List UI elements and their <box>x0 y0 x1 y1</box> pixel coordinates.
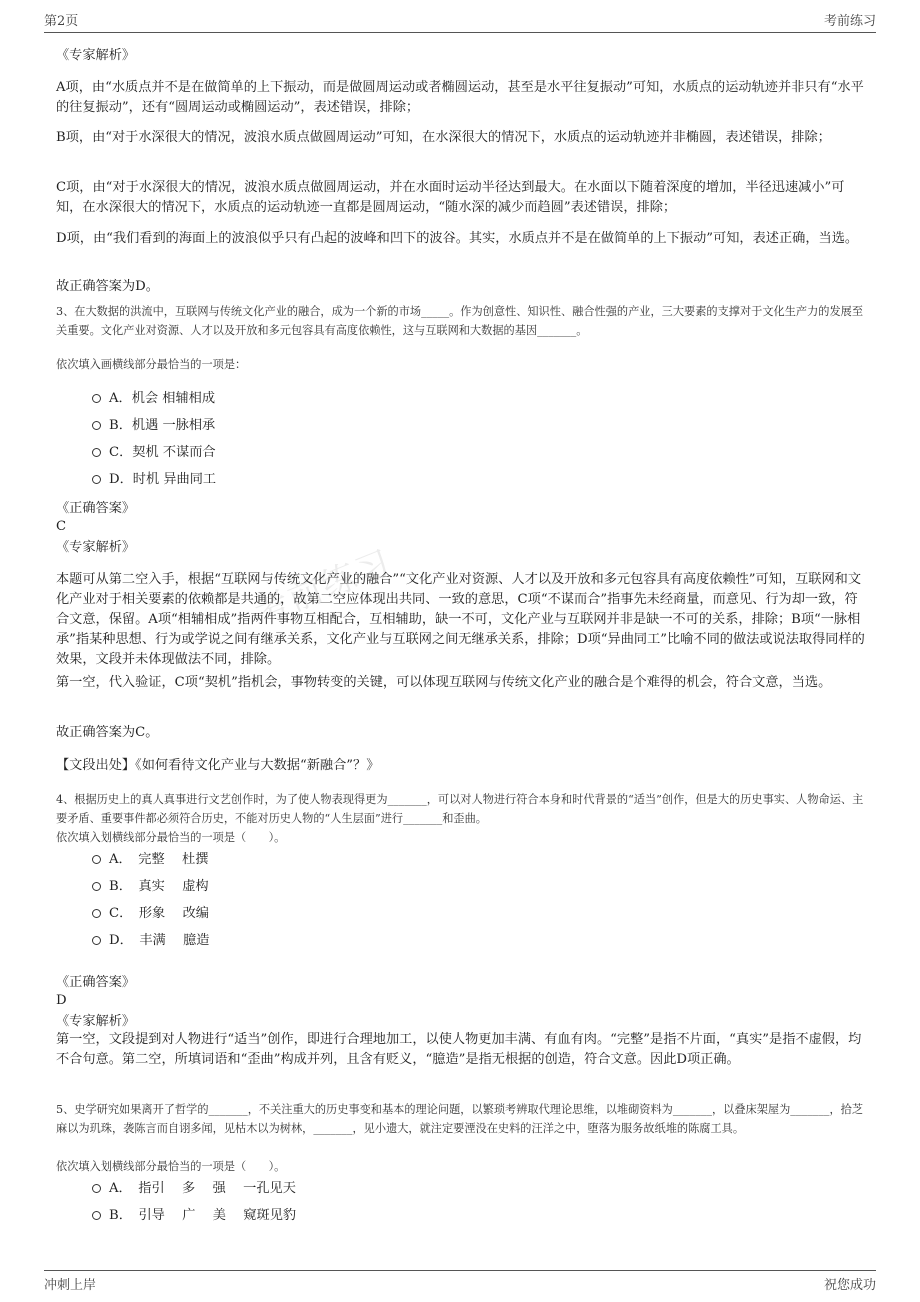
q3-prompt: 依次填入画横线部分最恰当的一项是： <box>56 358 247 371</box>
footer-left: 冲刺上岸 <box>44 1278 97 1293</box>
radio-icon[interactable] <box>92 475 101 484</box>
radio-icon[interactable] <box>92 448 101 457</box>
q2-analysis-d: D项，由“我们看到的海面上的波浪似乎只有凸起的波峰和凹下的波谷。其实，水质点并不是在做简单的上下振动”可知，表述正确，当选。 <box>56 231 859 246</box>
q3-option-c[interactable]: C．契机 不谋而合 <box>92 444 216 462</box>
q3-source: 【文段出处】《如何看待文化产业与大数据“新融合”？》 <box>56 758 380 773</box>
q5-option-a[interactable]: A． 指引 多 强 一孔见天 <box>92 1180 296 1198</box>
q4-stem: 4、根据历史上的真人真事进行文艺创作时，为了使人物表现得更为_______，可以对人物进行符合本身和时代背景的“适当”创作，但是大的历史事实、人物命运、主要矛盾、重要事件都必须符合历史，不能对历史人物的“人生层面”进行_______和歪曲。 <box>56 793 864 825</box>
radio-icon[interactable] <box>92 1211 101 1220</box>
header-divider <box>44 32 876 33</box>
radio-icon[interactable] <box>92 855 101 864</box>
page-number: 第2页 <box>44 14 79 29</box>
q2-analysis-b: B项，由“对于水深很大的情况，波浪水质点做圆周运动”可知，在水深很大的情况下，水质点的运动轨迹并非椭圆，表述错误，排除； <box>56 130 831 145</box>
q4-option-d[interactable]: D． 丰满 臆造 <box>92 932 209 950</box>
q3-option-d[interactable]: D．时机 异曲同工 <box>92 471 216 489</box>
q3-analysis-para2: 第一空，代入验证，C项“契机”指机会，事物转变的关键，可以体现互联网与传统文化产业的融合是个难得的机会，符合文意，当选。 <box>56 675 832 690</box>
q3-answer-label: 《正确答案》 <box>56 501 136 516</box>
radio-icon[interactable] <box>92 1184 101 1193</box>
q3-conclusion: 故正确答案为C。 <box>56 725 159 740</box>
q3-analysis-para1: 本题可从第二空入手，根据“互联网与传统文化产业的融合”“文化产业对资源、人才以及开放和多元包容具有高度依赖性”可知，互联网和文化产业对于相关要素的依赖都是共通的，故第二空应体现出共同、一致的意思，C项“不谋而合”指事先未经商量，而意见、行为却一致，符合文意，保留。A项“相辅相成”指两件事物互相配合，互相辅助，缺一不可，文化产业与互联网并非是缺一不可的关系，排除；B项“一脉相承”指某种思想、行为或学说之间有继承关系，文化产业与互联网之间无继承关系，排除；D项“异曲同工”比喻不同的做法或说法取得同样的效果，文段并未体现做法不同，排除。 <box>56 572 865 667</box>
q3-answer: C <box>56 519 67 534</box>
header-title: 考前练习 <box>823 14 876 29</box>
footer-divider <box>44 1270 876 1271</box>
q4-option-a[interactable]: A． 完整 杜撰 <box>92 851 208 869</box>
radio-icon[interactable] <box>92 421 101 430</box>
q3-stem: 3、在大数据的洪流中，互联网与传统文化产业的融合，成为一个新的市场_____。作为创意性、知识性、融合性强的产业，三大要素的支撑对于文化生产力的发展至关重要。文化产业对资源、人才以及开放和多元包容具有高度依赖性，这与互联网和大数据的基因_______。 <box>56 305 864 337</box>
q4-prompt: 依次填入划横线部分最恰当的一项是（ ）。 <box>56 831 286 844</box>
q2-analysis-a: A项，由“水质点并不是在做简单的上下振动，而是做圆周运动或者椭圆运动，甚至是水平往复振动”可知，水质点的运动轨迹并非只有“水平的往复振动”，还有“圆周运动或椭圆运动”，表述错误，排除； <box>56 80 864 115</box>
q4-option-c[interactable]: C． 形象 改编 <box>92 905 209 923</box>
q2-analysis-c: C项，由“对于水深很大的情况，波浪水质点做圆周运动，并在水面时运动半径达到最大。在水面以下随着深度的增加，半径迅速减小”可知，在水深很大的情况下，水质点的运动轨迹一直都是圆周运动，“随水深的减少而趋圆”表述错误，排除； <box>56 180 845 215</box>
q3-option-a[interactable]: A．机会 相辅相成 <box>92 390 215 408</box>
q4-answer-label: 《正确答案》 <box>56 975 136 990</box>
footer-right: 祝您成功 <box>823 1278 876 1293</box>
q3-analysis-label: 《专家解析》 <box>56 540 136 555</box>
radio-icon[interactable] <box>92 882 101 891</box>
q3-option-b[interactable]: B．机遇 一脉相承 <box>92 417 215 435</box>
q4-answer: D <box>56 993 67 1008</box>
q4-option-b[interactable]: B． 真实 虚构 <box>92 878 209 896</box>
q4-analysis-para1: 第一空，文段提到对人物进行“适当”创作，即进行合理地加工，以使人物更加丰满、有血有肉。“完整”是指不片面，“真实”是指不虚假，均不合句意。第二空，所填词语和“歪曲”构成并列，且含有贬义，“臆造”是指无根据的创造，符合文意。因此D项正确。 <box>56 1032 862 1067</box>
radio-icon[interactable] <box>92 394 101 403</box>
radio-icon[interactable] <box>92 909 101 918</box>
radio-icon[interactable] <box>92 936 101 945</box>
q2-analysis-label: 《专家解析》 <box>56 48 136 63</box>
q5-stem: 5、史学研究如果离开了哲学的_______，不关注重大的历史事变和基本的理论问题，以繁琐考辨取代理论思维，以堆砌资料为_______，以叠床架屋为_______，拾芝麻以为玑珠，袭陈言而自诩多闻，见枯木以为树林，_______，见小遗大，就注定要湮没在史料的汪洋之中，堕落为服务故纸堆的陈腐工具。 <box>56 1103 864 1135</box>
watermark: 考前练习 <box>249 542 398 634</box>
q2-conclusion: 故正确答案为D。 <box>56 279 159 294</box>
q4-analysis-label: 《专家解析》 <box>56 1014 136 1029</box>
q5-option-b[interactable]: B． 引导 广 美 窥斑见豹 <box>92 1207 296 1225</box>
q5-prompt: 依次填入划横线部分最恰当的一项是（ ）。 <box>56 1160 286 1173</box>
